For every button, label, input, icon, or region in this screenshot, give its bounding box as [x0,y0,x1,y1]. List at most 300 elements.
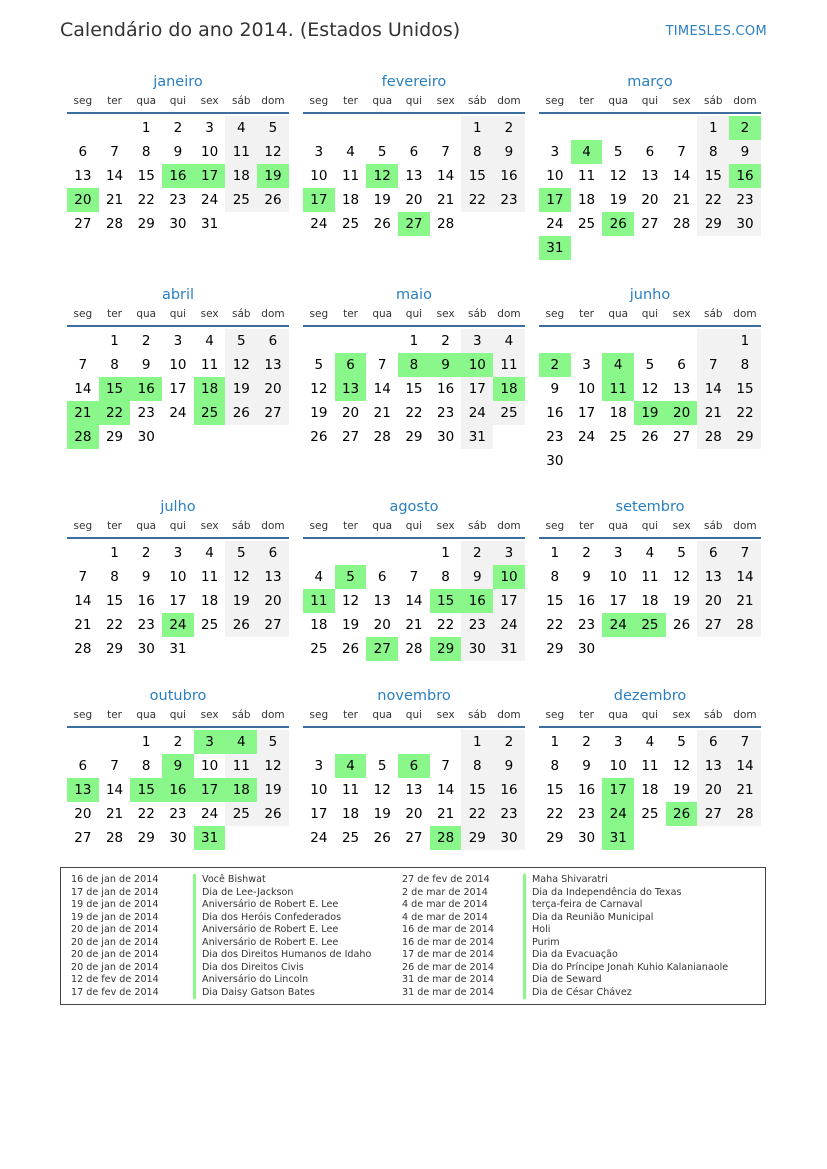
day-cell: 20 [257,377,289,401]
empty-day-cell [398,730,430,754]
day-cell: 25 [341,216,360,232]
month-name: fevereiro [381,74,447,90]
legend-date: 17 de mar de 2014 [402,949,494,960]
day-cell: 18 [493,377,525,401]
day-cell: 20 [405,192,423,208]
day-cell: 6 [335,353,367,377]
weekday-label: qui [169,709,187,721]
day-cell: 29 [729,425,761,449]
day-cell: 15 [99,377,131,401]
day-cell: 16 [437,381,455,397]
day-cell: 26 [602,212,634,236]
day-cell: 7 [729,541,761,565]
day-cell: 5 [314,357,324,373]
day-cell: 10 [169,569,187,585]
day-cell: 27 [697,802,729,826]
day-cell: 15 [546,782,564,798]
day-cell: 1 [110,545,119,561]
day-cell: 4 [335,754,367,778]
weekday-label: seg [545,308,565,320]
legend-date: 2 de mar de 2014 [402,886,488,898]
day-cell: 31 [602,826,634,850]
day-cell: 26 [666,802,698,826]
day-cell: 5 [225,329,257,353]
empty-day-cell [539,116,571,140]
weekday-label: sáb [703,709,723,721]
day-cell: 20 [666,401,698,425]
day-cell: 28 [729,802,761,826]
empty-day-cell [398,541,430,565]
month-name: dezembro [613,688,687,704]
day-cell: 24 [169,405,187,421]
weekday-label: dom [733,520,757,532]
day-cell: 20 [257,589,289,613]
empty-day-cell [257,212,289,236]
day-cell: 7 [729,730,761,754]
day-cell: 29 [405,429,423,445]
day-cell: 10 [169,357,187,373]
day-cell: 21 [67,401,99,425]
weekday-label: seg [545,95,565,107]
day-cell: 25 [194,401,226,425]
empty-day-cell [303,730,335,754]
day-cell: 25 [225,802,257,826]
day-cell: 10 [461,353,493,377]
day-cell: 9 [141,569,151,585]
empty-day-cell [634,637,666,661]
day-cell: 22 [405,405,423,421]
day-cell: 23 [577,806,596,822]
day-cell: 9 [582,569,591,585]
month-outubro [67,685,289,850]
weekday-label: ter [343,709,358,721]
legend-holiday-name: Aniversário de Robert E. Lee [193,899,338,912]
day-cell: 25 [577,216,596,232]
day-cell: 7 [441,758,450,774]
day-cell: 9 [173,144,183,160]
legend-date: 20 de jan de 2014 [71,924,159,935]
empty-day-cell [634,826,666,850]
day-cell: 3 [173,333,183,349]
day-cell: 12 [366,164,398,188]
legend-date: 12 de fev de 2014 [71,974,159,985]
weekday-label: seg [545,709,565,721]
day-cell: 25 [310,641,328,657]
weekday-label: ter [579,308,594,320]
day-cell: 24 [602,613,634,637]
day-cell: 27 [641,216,659,232]
empty-day-cell [225,212,257,236]
day-cell: 22 [697,188,729,212]
day-cell: 15 [461,164,493,188]
day-cell: 21 [105,806,124,822]
day-cell: 22 [461,188,493,212]
day-cell: 15 [461,778,493,802]
weekday-label: ter [107,709,122,721]
day-cell: 19 [673,782,691,798]
legend-holiday-name: Purim [523,937,560,950]
day-cell: 2 [493,116,525,140]
empty-day-cell [697,329,729,353]
day-cell: 15 [546,593,564,609]
day-cell: 31 [201,216,219,232]
day-cell: 21 [673,192,691,208]
legend-holiday-name: Dia do Príncipe Jonah Kuhio Kalanianaole [523,962,728,975]
month-abril [67,284,289,449]
day-cell: 26 [373,216,391,232]
day-cell: 11 [201,357,219,373]
empty-day-cell [194,425,226,449]
weekday-label: sex [200,308,219,320]
legend-holiday-name: Dia da Reunião Municipal [523,912,653,925]
empty-day-cell [571,236,603,260]
day-cell: 27 [366,637,398,661]
weekday-label: sáb [231,520,251,532]
day-cell: 13 [67,778,99,802]
empty-day-cell [602,449,634,473]
day-cell: 12 [341,593,360,609]
day-cell: 25 [493,401,525,425]
weekday-label: ter [579,520,594,532]
day-cell: 24 [461,401,493,425]
day-cell: 1 [461,730,493,754]
day-cell: 2 [582,734,591,750]
day-cell: 20 [341,405,360,421]
weekday-label: sáb [467,520,487,532]
month-maio [303,284,525,449]
empty-day-cell [602,329,634,353]
day-cell: 27 [673,429,691,445]
day-cell: 9 [729,140,761,164]
day-cell: 25 [225,188,257,212]
day-cell: 6 [78,144,88,160]
weekday-header [303,518,525,539]
empty-day-cell [430,116,462,140]
day-cell: 15 [697,164,729,188]
day-cell: 13 [405,168,423,184]
day-cell: 19 [373,806,391,822]
day-cell: 27 [341,429,360,445]
weekday-label: sex [436,95,455,107]
weekday-label: qua [608,95,629,107]
weekday-label: sex [672,308,691,320]
weekday-header [67,93,289,114]
page-title: Calendário do ano 2014. (Estados Unidos) [60,19,461,41]
day-cell: 27 [697,613,729,637]
day-cell: 14 [74,381,92,397]
day-cell: 22 [546,806,564,822]
day-cell: 8 [141,758,151,774]
day-cell: 19 [257,778,289,802]
day-cell: 23 [577,617,596,633]
month-name: novembro [377,688,451,704]
day-cell: 1 [697,116,729,140]
day-cell: 7 [78,357,88,373]
day-cell: 20 [641,192,659,208]
month-name: junho [629,287,671,303]
day-cell: 26 [225,401,257,425]
day-cell: 8 [550,569,560,585]
day-cell: 28 [430,826,462,850]
day-cell: 28 [373,429,391,445]
day-cell: 2 [141,545,151,561]
legend-holiday-name: Aniversário do Lincoln [193,974,308,987]
weekday-label: qua [136,308,157,320]
day-cell: 8 [110,357,119,373]
day-cell: 30 [137,429,155,445]
day-cell: 19 [341,617,360,633]
weekday-header [67,518,289,539]
legend-row [61,887,761,900]
day-cell: 19 [225,377,257,401]
day-cell: 29 [546,641,564,657]
weekday-label: qui [641,520,659,532]
day-cell: 14 [697,377,729,401]
day-cell: 12 [257,754,289,778]
empty-day-cell [335,541,367,565]
day-cell: 28 [673,216,691,232]
day-cell: 23 [437,405,455,421]
day-cell: 11 [201,569,219,585]
weekday-label: sex [672,709,691,721]
weekday-label: dom [497,95,521,107]
day-cell: 14 [729,565,761,589]
brand-logo[interactable]: TIMESLES.COM [665,24,767,39]
day-cell: 2 [729,116,761,140]
legend-holiday-name: Dia da Evacuação [523,949,618,962]
weekday-label: sáb [703,520,723,532]
month-name: abril [161,287,195,303]
weekday-header [539,518,761,539]
day-cell: 30 [169,216,187,232]
day-cell: 16 [137,593,155,609]
day-cell: 9 [461,565,493,589]
day-cell: 5 [257,116,289,140]
empty-day-cell [571,329,603,353]
weekday-label: sex [200,709,219,721]
legend-date: 19 de jan de 2014 [71,899,159,910]
day-cell: 31 [194,826,226,850]
day-cell: 16 [461,589,493,613]
day-cell: 22 [461,802,493,826]
day-cell: 16 [729,164,761,188]
day-cell: 18 [341,192,360,208]
days-grid [67,541,289,661]
day-cell: 4 [571,140,603,164]
weekday-label: seg [309,520,329,532]
day-cell: 26 [673,617,691,633]
day-cell: 29 [430,637,462,661]
day-cell: 6 [78,758,88,774]
days-grid [67,329,289,449]
legend-row [61,949,761,962]
weekday-label: qua [372,308,393,320]
day-cell: 1 [141,734,151,750]
legend-holiday-name: Dia de Lee-Jackson [193,887,294,900]
day-cell: 3 [173,545,183,561]
day-cell: 8 [461,754,493,778]
weekday-label: qui [405,95,423,107]
holiday-legend [60,867,766,1005]
day-cell: 10 [493,565,525,589]
weekday-label: seg [73,95,93,107]
legend-date: 31 de mar de 2014 [402,986,494,998]
day-cell: 26 [310,429,328,445]
day-cell: 26 [341,641,360,657]
day-cell: 28 [67,425,99,449]
day-cell: 10 [201,758,219,774]
empty-day-cell [99,730,131,754]
day-cell: 12 [673,758,691,774]
day-cell: 21 [74,617,92,633]
day-cell: 23 [137,405,155,421]
day-cell: 9 [141,357,151,373]
empty-day-cell [634,329,666,353]
day-cell: 15 [137,168,155,184]
day-cell: 18 [310,617,328,633]
day-cell: 19 [609,192,627,208]
day-cell: 2 [493,730,525,754]
day-cell: 16 [546,405,564,421]
day-cell: 24 [577,429,596,445]
day-cell: 4 [346,144,355,160]
day-cell: 3 [194,730,226,754]
day-cell: 5 [377,758,387,774]
day-cell: 26 [257,188,289,212]
empty-day-cell [461,212,493,236]
weekday-header [67,707,289,728]
empty-day-cell [366,541,398,565]
month-name: maio [396,287,432,303]
day-cell: 30 [493,826,525,850]
day-cell: 14 [437,782,455,798]
empty-day-cell [634,116,666,140]
day-cell: 13 [74,168,92,184]
day-cell: 12 [609,168,627,184]
day-cell: 4 [645,734,655,750]
empty-day-cell [67,329,99,353]
day-cell: 23 [493,802,525,826]
day-cell: 8 [461,140,493,164]
day-cell: 10 [609,569,627,585]
day-cell: 3 [613,545,623,561]
legend-holiday-name: Você Bishwat [193,874,266,887]
day-cell: 30 [169,830,187,846]
day-cell: 23 [137,617,155,633]
empty-day-cell [257,826,289,850]
legend-date: 4 de mar de 2014 [402,899,488,910]
day-cell: 30 [546,453,564,469]
day-cell: 27 [74,830,92,846]
days-grid [539,541,761,661]
day-cell: 24 [546,216,564,232]
day-cell: 1 [550,545,560,561]
day-cell: 17 [194,778,226,802]
day-cell: 25 [641,806,659,822]
day-cell: 12 [373,782,391,798]
weekday-label: sex [672,95,691,107]
day-cell: 2 [173,734,183,750]
month-name: outubro [149,688,207,704]
day-cell: 16 [577,782,596,798]
day-cell: 9 [162,754,194,778]
day-cell: 5 [645,357,655,373]
day-cell: 23 [729,188,761,212]
weekday-label: sáb [231,95,251,107]
day-cell: 1 [141,120,151,136]
day-cell: 30 [461,637,493,661]
empty-day-cell [666,116,698,140]
legend-row [61,924,761,937]
weekday-label: sáb [703,95,723,107]
month-janeiro [67,71,289,236]
month-setembro [539,496,761,661]
day-cell: 13 [697,754,729,778]
empty-day-cell [335,730,367,754]
empty-day-cell [225,826,257,850]
month-março [539,71,761,260]
day-cell: 2 [173,120,183,136]
legend-date: 20 de jan de 2014 [71,949,159,960]
day-cell: 19 [634,401,666,425]
empty-day-cell [225,637,257,661]
empty-day-cell [493,212,525,236]
empty-day-cell [697,236,729,260]
day-cell: 4 [225,730,257,754]
days-grid [303,541,525,661]
day-cell: 19 [225,589,257,613]
day-cell: 6 [697,541,729,565]
day-cell: 11 [225,140,257,164]
days-grid [303,730,525,850]
empty-day-cell [366,329,398,353]
day-cell: 19 [257,164,289,188]
days-grid [303,116,525,236]
weekday-header [303,306,525,327]
day-cell: 8 [550,758,560,774]
day-cell: 17 [310,806,328,822]
day-cell: 3 [493,541,525,565]
day-cell: 22 [137,806,155,822]
legend-date: 20 de jan de 2014 [71,961,159,973]
empty-day-cell [602,236,634,260]
day-cell: 29 [137,216,155,232]
day-cell: 3 [314,144,324,160]
weekday-label: ter [107,520,122,532]
day-cell: 17 [169,381,187,397]
day-cell: 10 [201,144,219,160]
day-cell: 2 [141,333,151,349]
weekday-label: sex [436,520,455,532]
day-cell: 30 [577,641,596,657]
day-cell: 27 [405,830,423,846]
day-cell: 14 [673,168,691,184]
empty-day-cell [666,637,698,661]
day-cell: 5 [257,730,289,754]
weekday-label: qui [405,520,423,532]
day-cell: 5 [677,545,686,561]
day-cell: 31 [169,641,187,657]
weekday-label: sáb [231,308,251,320]
empty-day-cell [729,449,761,473]
weekday-label: dom [261,709,285,721]
month-novembro [303,685,525,850]
weekday-label: sáb [467,95,487,107]
legend-row [61,899,761,912]
day-cell: 21 [437,806,455,822]
day-cell: 4 [493,329,525,353]
day-cell: 25 [634,613,666,637]
